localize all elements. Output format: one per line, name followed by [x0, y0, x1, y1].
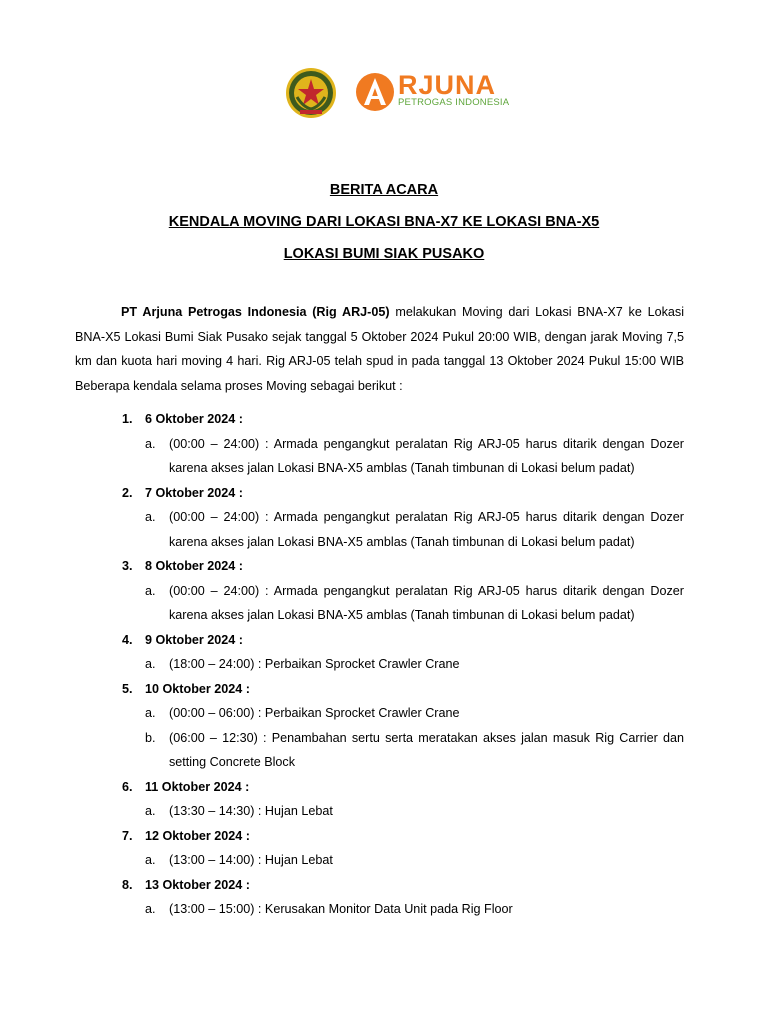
header-logos: [0, 66, 768, 120]
day-date: 6 Oktober 2024 :: [145, 412, 243, 426]
arjuna-logo-tagline: PETROGAS INDONESIA: [398, 97, 510, 108]
day-date: 13 Oktober 2024 :: [145, 877, 250, 892]
military-seal-icon: [285, 67, 337, 119]
list-item: [0, 505, 768, 554]
item-text: (13:30 – 14:30) : Hujan Lebat: [169, 804, 333, 818]
item-text: (18:00 – 24:00) : Perbaikan Sprocket Crawler Crane: [169, 657, 460, 671]
item-text: (13:00 – 15:00) : Kerusakan Monitor Data Unit pada Rig Floor: [169, 902, 513, 916]
day-date: 10 Oktober 2024 :: [145, 681, 250, 696]
list-item: [0, 726, 768, 775]
day-number: 6.: [122, 779, 133, 794]
list-item: [0, 432, 768, 481]
day-date: 12 Oktober 2024 :: [145, 828, 250, 843]
item-text: (00:00 – 24:00) : Armada pengangkut peralatan Rig ARJ-05 harus ditarik dengan Dozer karena akses jalan Lokasi BNA-X5 amblas (Tanah timbunan di Lokasi belum padat): [169, 583, 684, 622]
day-number: 5.: [122, 681, 133, 696]
item-letter: a.: [145, 853, 156, 867]
item-text: (00:00 – 24:00) : Armada pengangkut peralatan Rig ARJ-05 harus ditarik dengan Dozer karena akses jalan Lokasi BNA-X5 amblas (Tanah timbunan di Lokasi belum padat): [169, 436, 684, 475]
list-item: [0, 701, 768, 726]
item-letter: a.: [145, 657, 156, 671]
list-item: [0, 579, 768, 628]
day-date: 11 Oktober 2024 :: [145, 779, 250, 794]
day-number: 3.: [122, 559, 133, 573]
day-heading: [0, 775, 768, 800]
day-date: 8 Oktober 2024 :: [145, 559, 243, 573]
day-heading: [0, 628, 768, 653]
arjuna-logo-word: RJUNA: [398, 70, 497, 100]
item-letter: a.: [145, 510, 156, 524]
item-letter: a.: [145, 804, 156, 818]
day-heading: [0, 407, 768, 432]
list-item: [0, 652, 768, 677]
day-heading: [0, 481, 768, 506]
company-name: PT Arjuna Petrogas Indonesia (Rig ARJ-05): [121, 305, 390, 319]
document-title: BERITA ACARA: [329, 182, 439, 198]
intro-paragraph: [75, 300, 684, 398]
item-letter: a.: [145, 706, 156, 720]
day-number: 8.: [122, 877, 133, 892]
list-item: [0, 897, 768, 922]
item-text: (00:00 – 06:00) : Perbaikan Sprocket Crawler Crane: [169, 706, 460, 720]
day-heading: [0, 677, 768, 702]
arjuna-a-logo-icon: [355, 72, 395, 112]
list-item: [0, 848, 768, 873]
list-item: [0, 799, 768, 824]
document-location: LOKASI BUMI SIAK PUSAKO: [283, 246, 485, 262]
item-text: (13:00 – 14:00) : Hujan Lebat: [169, 853, 333, 867]
day-heading: [0, 554, 768, 579]
day-number: 7.: [122, 828, 133, 843]
day-number: 4.: [122, 632, 133, 647]
item-letter: a.: [145, 436, 156, 451]
day-date: 7 Oktober 2024 :: [145, 485, 243, 500]
document-subtitle: KENDALA MOVING DARI LOKASI BNA-X7 KE LOKASI BNA-X5: [168, 214, 600, 230]
item-letter: a.: [145, 902, 156, 916]
day-number: 2.: [122, 485, 133, 500]
item-letter: b.: [145, 730, 156, 745]
day-date: 9 Oktober 2024 :: [145, 632, 243, 647]
day-heading: [0, 824, 768, 849]
item-letter: a.: [145, 583, 156, 598]
item-text: (06:00 – 12:30) : Penambahan sertu serta meratakan akses jalan masuk Rig Carrier dan setting Concrete Block: [169, 730, 684, 769]
intro-text: melakukan Moving dari Lokasi BNA-X7 ke Lokasi BNA-X5 Lokasi Bumi Siak Pusako sejak tanggal 5 Oktober 2024 Pukul 20:00 WIB, dengan jarak Moving 7,5 km dan kuota hari moving 4 hari. Rig ARJ-05 telah spud in pada tanggal 13 Oktober 2024 Pukul 15:00 WIB Beberapa kendala selama proses Moving sebagai berikut :: [75, 305, 685, 393]
day-heading: [0, 873, 768, 898]
day-number: 1.: [122, 412, 133, 426]
item-text: (00:00 – 24:00) : Armada pengangkut peralatan Rig ARJ-05 harus ditarik dengan Dozer karena akses jalan Lokasi BNA-X5 amblas (Tanah timbunan di Lokasi belum padat): [169, 510, 684, 549]
issue-list: [0, 407, 768, 922]
